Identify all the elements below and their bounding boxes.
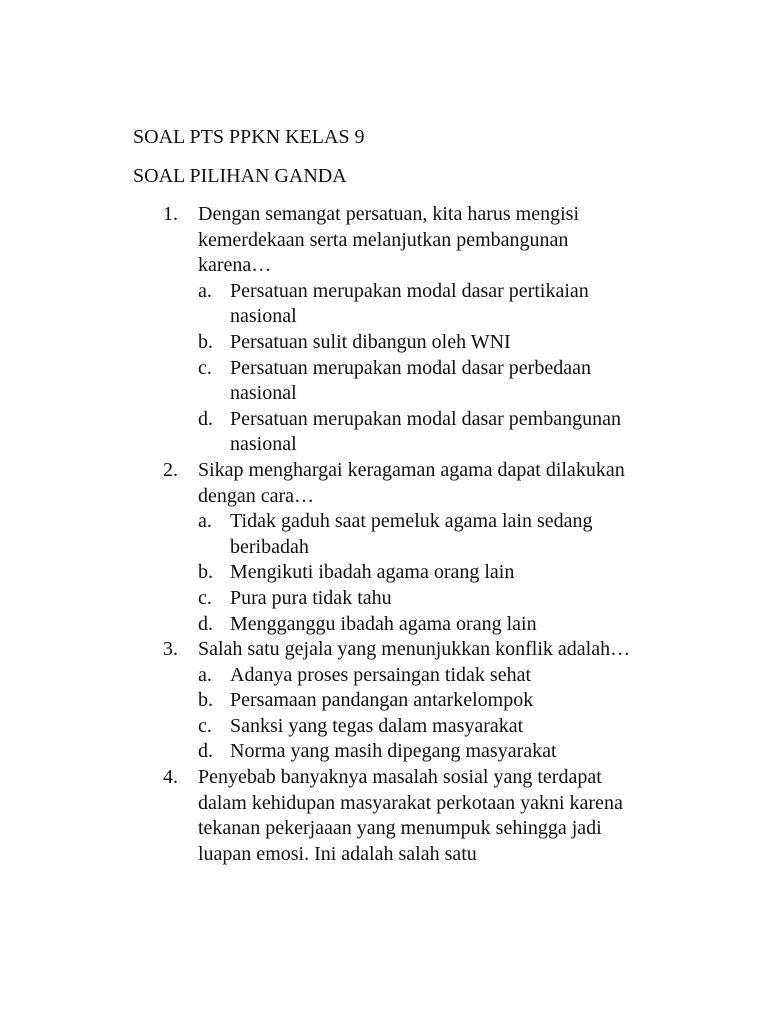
option-letter: c.	[198, 586, 212, 609]
section-heading: SOAL PILIHAN GANDA	[133, 165, 347, 187]
answer-option	[198, 560, 643, 586]
answer-option	[198, 663, 643, 689]
answer-option	[198, 739, 643, 765]
question-item	[163, 765, 643, 867]
option-letter: c.	[198, 714, 212, 737]
option-text: Persatuan merupakan modal dasar pertikaian nasional	[230, 279, 589, 328]
answer-option	[198, 356, 643, 407]
option-letter: d.	[198, 407, 213, 430]
question-number: 2.	[163, 458, 178, 481]
answer-option	[198, 330, 643, 356]
option-text: Pura pura tidak tahu	[230, 586, 392, 609]
option-text: Sanksi yang tegas dalam masyarakat	[230, 714, 524, 737]
question-text: Sikap menghargai keragaman agama dapat dilakukan dengan cara…	[198, 458, 625, 507]
question-number: 4.	[163, 766, 178, 789]
question-number: 1.	[163, 203, 178, 225]
option-text: Persatuan sulit dibangun oleh WNI	[230, 330, 511, 353]
answer-option	[198, 688, 643, 714]
option-letter: d.	[198, 740, 213, 763]
answer-option	[198, 509, 643, 560]
question-body	[198, 765, 643, 867]
question-text: Salah satu gejala yang menunjukkan konflik adalah…	[198, 638, 631, 661]
document-title: SOAL PTS PPKN KELAS 9	[133, 126, 365, 148]
option-letter: a.	[198, 663, 212, 686]
question-body	[198, 637, 643, 765]
option-letter: d.	[198, 612, 213, 635]
question-item	[163, 637, 643, 765]
option-text: Persamaan pandangan antarkelompok	[230, 689, 534, 712]
question-item	[163, 202, 643, 458]
option-text: Mengikuti ibadah agama orang lain	[230, 561, 515, 584]
question-text: Dengan semangat persatuan, kita harus mengisi kemerdekaan serta melanjutkan pembangunan karena…	[198, 203, 579, 277]
option-letter: a.	[198, 279, 212, 302]
option-text: Norma yang masih dipegang masyarakat	[230, 740, 557, 763]
option-text: Persatuan merupakan modal dasar pembangunan nasional	[230, 407, 621, 456]
option-text: Tidak gaduh saat pemeluk agama lain sedang beribadah	[230, 510, 593, 558]
question-body	[198, 458, 643, 637]
option-letter: b.	[198, 689, 213, 712]
option-text: Persatuan merupakan modal dasar perbedaan nasional	[230, 356, 591, 405]
question-number: 3.	[163, 638, 178, 661]
option-letter: c.	[198, 356, 212, 379]
question-item	[163, 458, 643, 637]
option-letter: b.	[198, 561, 213, 584]
option-text: Adanya proses persaingan tidak sehat	[230, 663, 532, 686]
answer-option	[198, 714, 643, 740]
answer-option	[198, 407, 643, 458]
question-body	[198, 202, 643, 458]
question-list	[163, 202, 643, 867]
question-text: Penyebab banyaknya masalah sosial yang terdapat dalam kehidupan masyarakat perkotaan yakni karena tekanan pekerjaaan yang menumpuk sehingga jadi luapan emosi. Ini adalah salah satu	[198, 766, 623, 865]
option-text: Mengganggu ibadah agama orang lain	[230, 612, 537, 635]
answer-option	[198, 612, 643, 638]
answer-option	[198, 586, 643, 612]
answer-option	[198, 279, 643, 330]
option-letter: a.	[198, 510, 212, 533]
option-letter: b.	[198, 330, 213, 353]
